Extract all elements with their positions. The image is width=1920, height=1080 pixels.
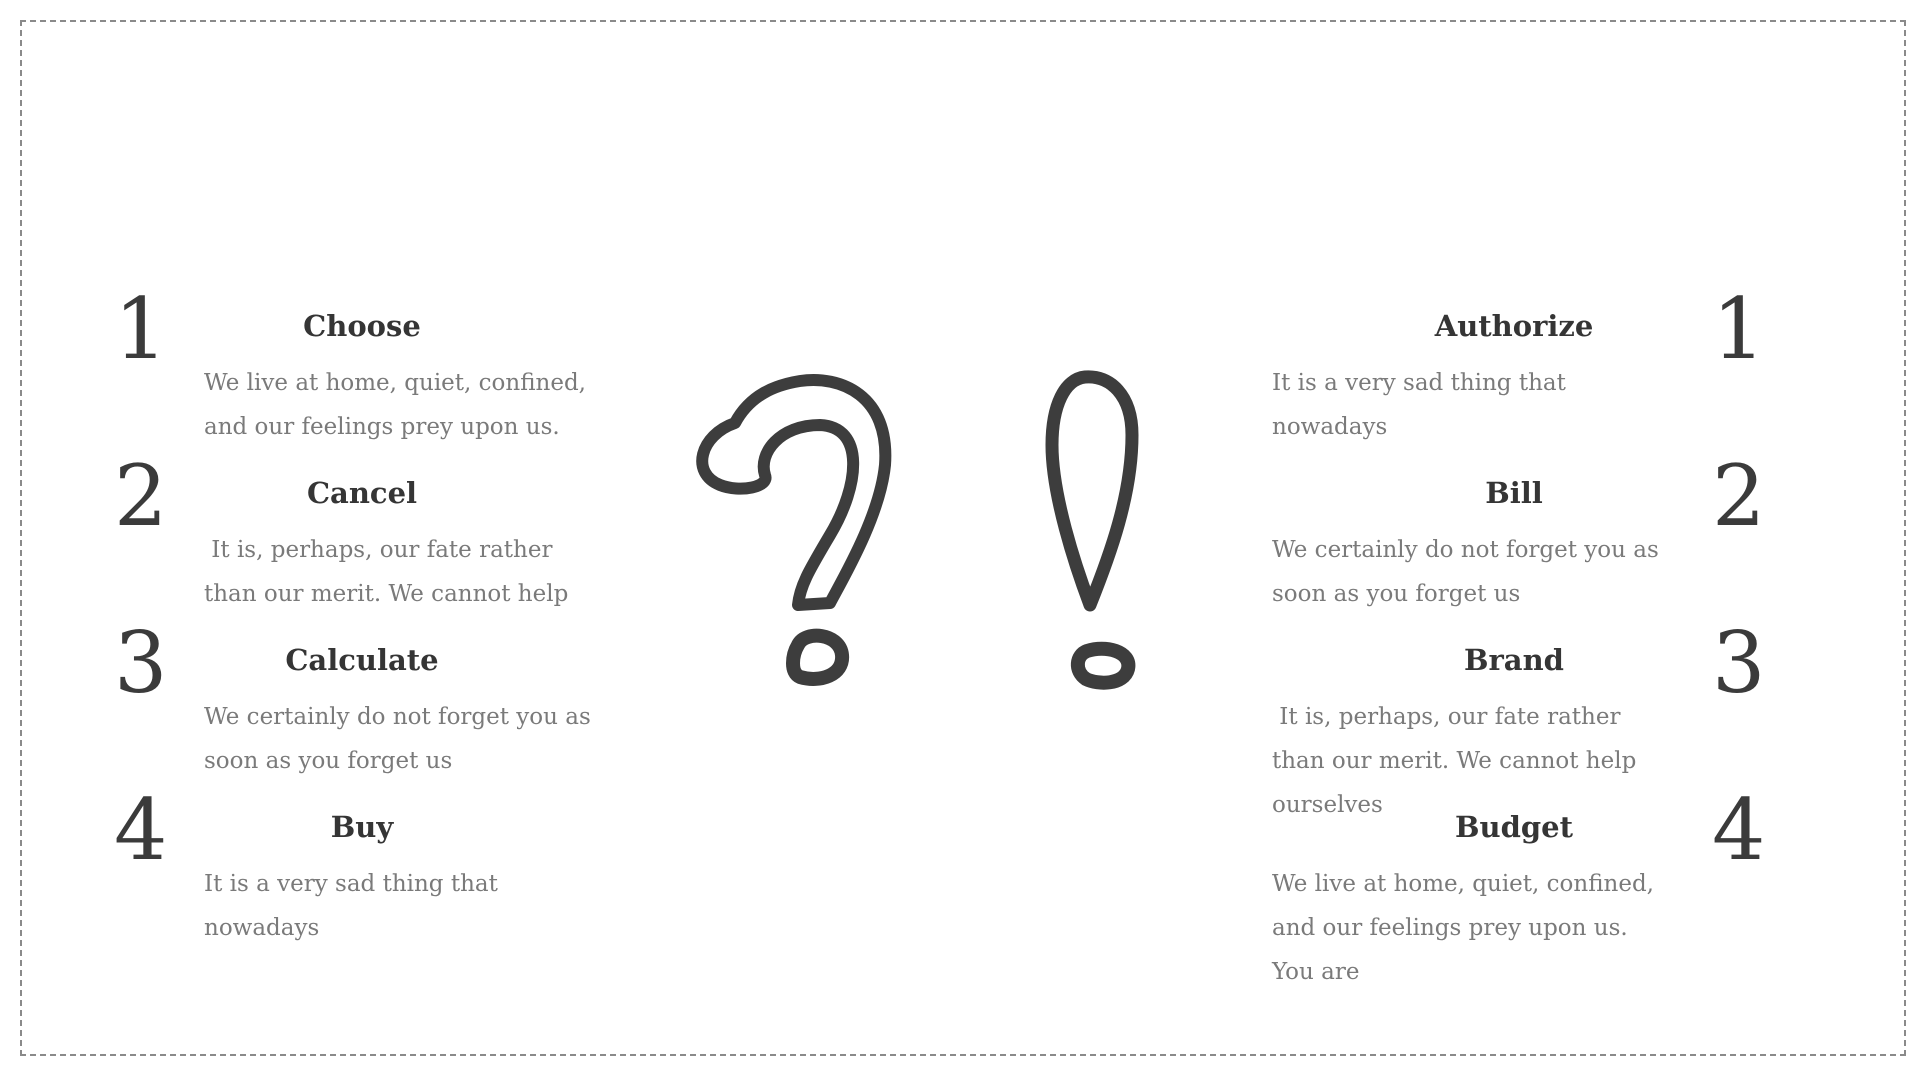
right-body-3: It is, perhaps, our fate rather than our merit. We cannot help ourselves [1272, 704, 1637, 818]
right-title-bill: Bill [1485, 476, 1543, 510]
right-number-4: 4 [1712, 781, 1766, 879]
right-number-2: 2 [1712, 447, 1766, 545]
right-body-1: It is a very sad thing that nowadays [1272, 370, 1566, 440]
right-body-2: We certainly do not forget you as soon as you forget us [1272, 537, 1659, 607]
left-body-1: We live at home, quiet, confined, and our feelings prey upon us. [204, 370, 586, 440]
left-number-4: 4 [114, 781, 168, 879]
left-number-3: 3 [114, 614, 168, 712]
right-title-brand: Brand [1464, 643, 1564, 677]
left-title-choose: Choose [303, 309, 421, 343]
left-title-buy: Buy [330, 810, 394, 844]
left-body-3: We certainly do not forget you as soon as you forget us [204, 704, 591, 774]
left-body-2: It is, perhaps, our fate rather than our merit. We cannot help [204, 537, 569, 607]
left-number-1: 1 [114, 280, 168, 378]
left-title-calculate: Calculate [285, 643, 439, 677]
left-body-4: It is a very sad thing that nowadays [204, 871, 498, 941]
question-exclamation-icon [680, 355, 1160, 715]
right-body-4: We live at home, quiet, confined, and our feelings prey upon us. You are [1272, 871, 1654, 985]
right-title-budget: Budget [1455, 810, 1573, 844]
right-number-1: 1 [1712, 280, 1766, 378]
right-title-authorize: Authorize [1434, 309, 1594, 343]
left-number-2: 2 [114, 447, 168, 545]
left-title-cancel: Cancel [306, 476, 418, 510]
right-number-3: 3 [1712, 614, 1766, 712]
